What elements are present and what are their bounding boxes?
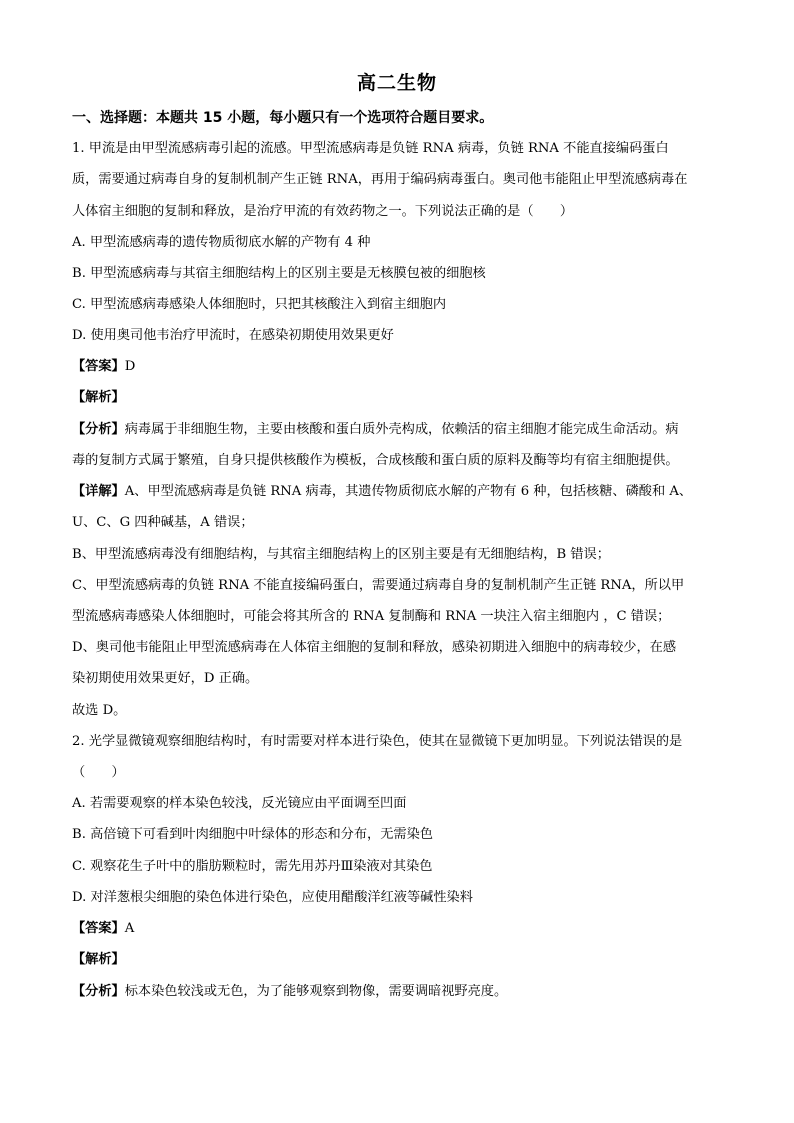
q1-xiangjie-line-4: C、甲型流感病毒的负链 RNA 不能直接编码蛋白，需要通过病毒自身的复制机制产生正链 RNA，所以甲	[72, 578, 685, 593]
section-heading: 一、选择题：本题共 15 小题，每小题只有一个选项符合题目要求。	[72, 110, 494, 126]
q1-conclusion: 故选 D。	[72, 703, 127, 718]
q1-xiangjie-line-7: 染初期使用效果更好，D 正确。	[72, 671, 259, 686]
q2-option-a: A. 若需要观察的样本染色较浅，反光镜应由平面调至凹面	[72, 796, 407, 811]
fenxi-text: 标本染色较浅或无色，为了能够观察到物像，需要调暗视野亮度。	[124, 984, 508, 999]
answer-tag: 【答案】	[72, 921, 125, 936]
analysis-tag: 【解析】	[72, 952, 125, 967]
q2-option-b: B. 高倍镜下可看到叶肉细胞中叶绿体的形态和分布，无需染色	[72, 827, 433, 842]
q1-xiangjie-line-1	[72, 482, 722, 502]
q2-answer-row	[72, 919, 722, 939]
xiangjie-text: A、甲型流感病毒是负链 RNA 病毒，其遗传物质彻底水解的产物有 6 种，包括核糖、磷酸和 A、	[124, 484, 693, 499]
q2-stem-line-2: （ ）	[72, 765, 125, 780]
answer-value: D	[124, 359, 136, 374]
q1-fenxi-line-1	[72, 420, 722, 440]
q1-xiangjie-line-2: U、C、G 四种碱基，A 错误；	[72, 515, 254, 530]
answer-value: A	[124, 921, 135, 936]
q1-fenxi-line-2: 毒的复制方式属于繁殖，自身只提供核酸作为模板，合成核酸和蛋白质的原料及酶等均有宿主细胞提供。	[72, 453, 679, 468]
q1-option-c: C. 甲型流感病毒感染人体细胞时，只把其核酸注入到宿主细胞内	[72, 297, 447, 312]
q2-option-c: C. 观察花生子叶中的脂肪颗粒时，需先用苏丹Ⅲ染液对其染色	[72, 859, 433, 874]
q1-stem-line-1: 1. 甲流是由甲型流感病毒引起的流感。甲型流感病毒是负链 RNA 病毒，负链 RNA 不能直接编码蛋白	[72, 141, 669, 156]
page-title: 高二生物	[356, 72, 437, 94]
fenxi-tag: 【分析】	[72, 984, 125, 999]
fenxi-text: 病毒属于非细胞生物，主要由核酸和蛋白质外壳构成，依赖活的宿主细胞才能完成生命活动。病	[124, 422, 679, 437]
q2-analysis-row	[72, 950, 722, 970]
q1-option-a: A. 甲型流感病毒的遗传物质彻底水解的产物有 4 种	[72, 235, 371, 250]
q2-fenxi-line-1	[72, 982, 722, 1002]
q1-stem-line-2: 质，需要通过病毒自身的复制机制产生正链 RNA，再用于编码病毒蛋白。奥司他韦能阻止甲型流感病毒在	[72, 172, 688, 187]
answer-tag: 【答案】	[72, 359, 125, 374]
q1-xiangjie-line-6: D、奥司他韦能阻止甲型流感病毒在人体宿主细胞的复制和释放，感染初期进入细胞中的病毒较少，在感	[72, 640, 677, 655]
q1-analysis-row	[72, 388, 722, 408]
xiangjie-tag: 【详解】	[72, 484, 125, 499]
q1-option-b: B. 甲型流感病毒与其宿主细胞结构上的区别主要是无核膜包被的细胞核	[72, 266, 486, 281]
analysis-tag: 【解析】	[72, 390, 125, 405]
q1-option-d: D. 使用奥司他韦治疗甲流时，在感染初期使用效果更好	[72, 328, 394, 343]
q2-option-d: D. 对洋葱根尖细胞的染色体进行染色，应使用醋酸洋红液等碱性染料	[72, 890, 473, 905]
q1-answer-row	[72, 357, 722, 377]
q1-xiangjie-line-3: B、甲型流感病毒没有细胞结构，与其宿主细胞结构上的区别主要是有无细胞结构，B 错误；	[72, 547, 610, 562]
fenxi-tag: 【分析】	[72, 422, 125, 437]
q1-stem-line-3: 人体宿主细胞的复制和释放，是治疗甲流的有效药物之一。下列说法正确的是（ ）	[72, 204, 574, 219]
q1-xiangjie-line-5: 型流感病毒感染人体细胞时，可能会将其所含的 RNA 复制酶和 RNA 一块注入宿主细胞内 ，C 错误；	[72, 609, 671, 624]
q2-stem-line-1: 2. 光学显微镜观察细胞结构时，有时需要对样本进行染色，使其在显微镜下更加明显。下列说法错误的是	[72, 734, 683, 749]
